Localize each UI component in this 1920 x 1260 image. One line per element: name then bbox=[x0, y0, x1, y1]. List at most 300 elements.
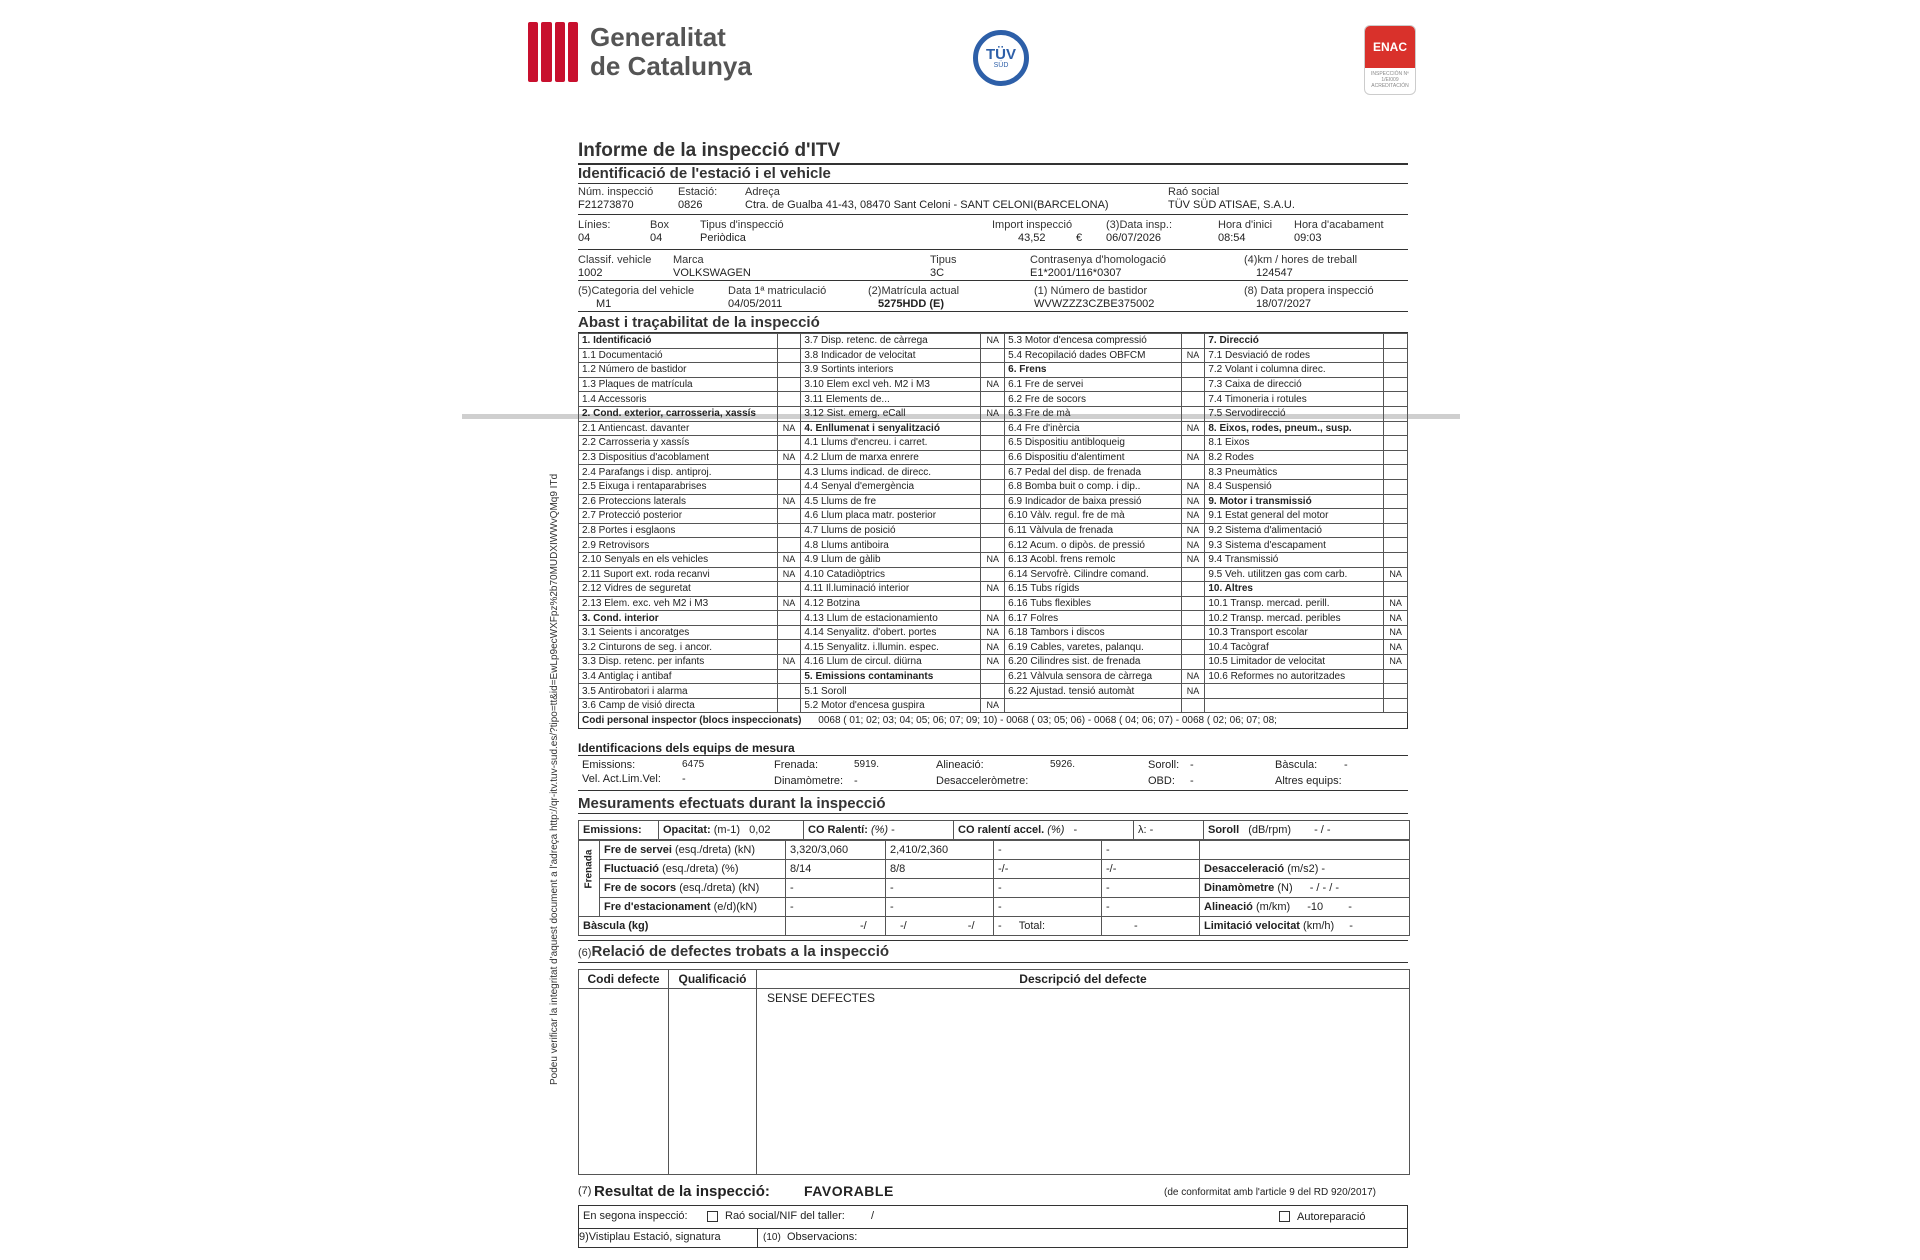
equip-soroll-label: Soroll: bbox=[1148, 759, 1180, 772]
scope-status-cell bbox=[777, 406, 801, 421]
scope-status-cell bbox=[981, 655, 1005, 670]
scope-item: 3.3 Disp. retenc. per infants bbox=[582, 656, 705, 668]
scope-item: 5. Emissions contaminants bbox=[804, 670, 934, 682]
scope-item-cell bbox=[1005, 406, 1181, 421]
scope-item: 8.2 Rodes bbox=[1208, 452, 1254, 464]
scope-item-cell bbox=[801, 392, 981, 407]
fre-servei-unit: (esq./dreta) (kN) bbox=[674, 844, 756, 857]
tipus-veh-value: 3C bbox=[930, 267, 945, 279]
scope-status-cell bbox=[1384, 509, 1408, 524]
scope-item-cell bbox=[801, 450, 981, 465]
scope-item: 4.2 Llum de marxa enrere bbox=[804, 452, 919, 464]
scope-status-cell bbox=[1384, 479, 1408, 494]
scope-item: 9.1 Estat general del motor bbox=[1208, 510, 1329, 522]
scope-status: NA bbox=[986, 554, 1000, 565]
tipus-veh-label: Tipus bbox=[930, 254, 957, 266]
scope-item-cell bbox=[801, 494, 981, 509]
scope-item: 4.13 Llum de estacionamiento bbox=[804, 612, 938, 624]
mesur-heading: Mesuraments efectuats durant la inspecció bbox=[578, 795, 886, 813]
scope-status-cell bbox=[1181, 334, 1205, 349]
scope-item: 3.2 Cinturons de seg. i ancor. bbox=[582, 641, 713, 653]
num-insp-label: Núm. inspecció bbox=[578, 186, 654, 198]
scope-item: 6.2 Fre de socors bbox=[1008, 393, 1086, 405]
scope-item: 10. Altres bbox=[1208, 583, 1253, 595]
scope-item-cell bbox=[1005, 348, 1181, 363]
scope-status-cell bbox=[777, 465, 801, 480]
scope-item: 4.11 Il.luminació interior bbox=[804, 583, 910, 595]
frenada-table bbox=[578, 840, 1410, 936]
data-1-matr-label: Data 1ª matriculació bbox=[728, 285, 827, 297]
bascula-label: Bàscula (kg) bbox=[583, 920, 649, 933]
scope-item-cell bbox=[1205, 567, 1384, 582]
scope-item: 9.3 Sistema d'escapament bbox=[1208, 539, 1326, 551]
coa-value: - bbox=[1073, 824, 1078, 837]
scope-item: 10.1 Transp. mercad. perill. bbox=[1208, 597, 1330, 609]
autoreparacio-checkbox[interactable] bbox=[1279, 1211, 1290, 1222]
scope-item-cell bbox=[801, 567, 981, 582]
scope-status-cell bbox=[981, 363, 1005, 378]
scope-item: 4.4 Senyal d'emergència bbox=[804, 481, 915, 493]
scope-grid-row bbox=[579, 567, 1408, 582]
scope-item-cell bbox=[579, 465, 778, 480]
scope-item: 3. Cond. interior bbox=[582, 612, 659, 624]
linies-value: 04 bbox=[578, 232, 591, 244]
scope-status-cell bbox=[1181, 596, 1205, 611]
scope-item-cell bbox=[1205, 640, 1384, 655]
scope-item-cell bbox=[801, 640, 981, 655]
opacitat-value: 0,02 bbox=[749, 824, 771, 837]
classif-value: 1002 bbox=[578, 267, 603, 279]
scope-status-cell bbox=[981, 684, 1005, 699]
scope-status-cell bbox=[981, 392, 1005, 407]
km-value: 124547 bbox=[1256, 267, 1293, 279]
enac-text: ENAC bbox=[1365, 26, 1415, 68]
scope-status-cell bbox=[777, 479, 801, 494]
scope-status-cell bbox=[1181, 582, 1205, 597]
scope-status-cell bbox=[1384, 582, 1408, 597]
scope-item-cell bbox=[579, 582, 778, 597]
categoria-label: (5)Categoria del vehicle bbox=[578, 285, 695, 297]
scope-status-cell bbox=[981, 625, 1005, 640]
scope-item-cell bbox=[801, 334, 981, 349]
scope-status-cell bbox=[1384, 625, 1408, 640]
scope-item: 4.9 Llum de gàlib bbox=[804, 554, 881, 566]
equip-desacc-label: Desacceleròmetre: bbox=[936, 775, 1029, 788]
scope-item: 2.9 Retrovisors bbox=[582, 539, 650, 551]
co-value: - bbox=[891, 824, 895, 837]
scope-item: 3.6 Camp de visió directa bbox=[582, 700, 695, 712]
scope-status: NA bbox=[782, 656, 796, 667]
scope-item: 7.5 Servodirecció bbox=[1208, 408, 1286, 420]
scope-item-cell bbox=[1005, 363, 1181, 378]
scope-item: 6.18 Tambors i discos bbox=[1008, 627, 1105, 639]
scope-status-cell bbox=[1181, 348, 1205, 363]
scope-item-cell bbox=[1005, 334, 1181, 349]
scope-item-cell bbox=[801, 625, 981, 640]
defects-col-desc: Descripció del defecte bbox=[757, 970, 1410, 989]
scope-item-cell bbox=[1005, 684, 1181, 699]
equip-bascula-value: - bbox=[1344, 759, 1348, 772]
fluctuacio-v1: 8/14 bbox=[786, 860, 886, 879]
fre-servei-v2: 2,410/2,360 bbox=[886, 841, 994, 860]
lambda-value: - bbox=[1149, 824, 1154, 837]
bascula-v2: -/ bbox=[900, 920, 907, 933]
km-label: (4)km / hores de treball bbox=[1244, 254, 1358, 266]
scope-status-cell bbox=[981, 611, 1005, 626]
scope-item: 6.7 Pedal del disp. de frenada bbox=[1008, 466, 1142, 478]
scope-item-cell bbox=[1205, 684, 1384, 699]
scope-grid-row bbox=[579, 363, 1408, 378]
result-value: FAVORABLE bbox=[804, 1183, 894, 1200]
fre-servei-v1: 3,320/3,060 bbox=[786, 841, 886, 860]
scope-item-cell bbox=[579, 494, 778, 509]
scope-item-cell bbox=[1205, 509, 1384, 524]
scope-item-cell bbox=[801, 698, 981, 713]
scope-status-cell bbox=[1181, 363, 1205, 378]
scope-grid-row bbox=[579, 348, 1408, 363]
fre-estac-unit: (e/d)(kN) bbox=[713, 901, 757, 914]
scope-item-cell bbox=[1205, 377, 1384, 392]
scope-item: 8.4 Suspensió bbox=[1208, 481, 1272, 493]
scope-item: 6.16 Tubs flexibles bbox=[1008, 597, 1091, 609]
scope-item: 1.2 Número de bastidor bbox=[582, 364, 687, 376]
scope-item-cell bbox=[1205, 611, 1384, 626]
scope-item-cell bbox=[579, 421, 778, 436]
scope-item: 9.4 Transmissió bbox=[1208, 554, 1279, 566]
scope-status: NA bbox=[986, 408, 1000, 419]
tipus-insp-value: Periòdica bbox=[700, 232, 746, 244]
scope-item-cell bbox=[801, 582, 981, 597]
scope-status-cell bbox=[777, 552, 801, 567]
scope-status-cell bbox=[777, 625, 801, 640]
scope-item-cell bbox=[1005, 640, 1181, 655]
scope-item: 3.5 Antirobatori i alarma bbox=[582, 685, 688, 697]
scope-status-cell bbox=[777, 596, 801, 611]
scope-status: NA bbox=[986, 627, 1000, 638]
scope-status-cell bbox=[981, 465, 1005, 480]
coa-label: CO ralentí accel. bbox=[958, 824, 1045, 837]
scope-item-cell bbox=[1205, 450, 1384, 465]
data-propera-label: (8) Data propera inspecció bbox=[1244, 285, 1374, 297]
vistiplau-label: 9)Vistiplau Estació, signatura bbox=[579, 1231, 721, 1244]
limitacio-label: Limitació velocitat bbox=[1204, 920, 1300, 933]
scope-item-cell bbox=[579, 567, 778, 582]
equip-frenada-label: Frenada: bbox=[774, 759, 819, 772]
segona-checkbox[interactable] bbox=[707, 1211, 718, 1222]
scope-item: 6.20 Cilindres sist. de frenada bbox=[1008, 656, 1141, 668]
segona-row bbox=[578, 1206, 1408, 1228]
scope-status-cell bbox=[777, 334, 801, 349]
data-insp-value: 06/07/2026 bbox=[1106, 232, 1162, 244]
scope-status: NA bbox=[782, 452, 796, 463]
scope-status-cell bbox=[981, 596, 1005, 611]
scope-item-cell bbox=[801, 436, 981, 451]
scope-item: 2.12 Vidres de seguretat bbox=[582, 583, 691, 595]
scope-status-cell bbox=[777, 655, 801, 670]
linies-label: Línies: bbox=[578, 219, 611, 231]
scope-item: 2.1 Antiencast. davanter bbox=[582, 422, 690, 434]
scope-item-cell bbox=[801, 669, 981, 684]
scope-item-cell bbox=[1005, 567, 1181, 582]
equip-soroll-value: - bbox=[1190, 759, 1194, 772]
scope-item: 4.10 Catadiòptrics bbox=[804, 568, 885, 580]
scope-status: NA bbox=[1186, 481, 1200, 492]
scope-item: 6.15 Tubs rígids bbox=[1008, 583, 1080, 595]
scope-status-cell bbox=[1384, 363, 1408, 378]
scope-item-cell bbox=[579, 377, 778, 392]
scope-status: NA bbox=[782, 554, 796, 565]
dinamometre-label: Dinamòmetre bbox=[1204, 882, 1275, 895]
equip-vel-label: Vel. Act.Lim.Vel: bbox=[582, 773, 661, 786]
scope-item: 9. Motor i transmissió bbox=[1208, 495, 1312, 507]
scope-status-cell bbox=[777, 494, 801, 509]
scope-item: 5.2 Motor d'encesa guspira bbox=[804, 700, 925, 712]
equip-emissions-value: 6475 bbox=[682, 759, 705, 771]
data-propera-value: 18/07/2027 bbox=[1256, 298, 1312, 310]
scope-status-cell bbox=[1384, 552, 1408, 567]
fluctuacio-v2: 8/8 bbox=[886, 860, 994, 879]
scope-grid-row bbox=[579, 698, 1408, 713]
scope-status-cell bbox=[1384, 640, 1408, 655]
scope-status-cell bbox=[981, 567, 1005, 582]
equip-obd-label: OBD: bbox=[1148, 775, 1175, 788]
ident-row-3 bbox=[578, 250, 1408, 280]
fre-socors-v4: - bbox=[1102, 879, 1200, 898]
fre-servei-v4: - bbox=[1102, 841, 1200, 860]
scope-status: NA bbox=[1389, 656, 1402, 667]
scope-status-cell bbox=[1181, 611, 1205, 626]
scope-status-cell bbox=[1384, 392, 1408, 407]
scope-item-cell bbox=[801, 596, 981, 611]
itv-report bbox=[578, 140, 1408, 1248]
equip-emissions-label: Emissions: bbox=[582, 759, 636, 772]
fre-socors-v3: - bbox=[994, 879, 1102, 898]
scope-status-cell bbox=[777, 698, 801, 713]
scope-item: 6.5 Dispositiu antibloqueig bbox=[1008, 437, 1125, 449]
defects-col-codi: Codi defecte bbox=[579, 970, 669, 989]
hora-inici-label: Hora d'inici bbox=[1218, 219, 1273, 231]
data-insp-label: (3)Data insp.: bbox=[1106, 219, 1173, 231]
scope-item: 2.8 Portes i esglaons bbox=[582, 525, 676, 537]
dinamometre-value: - / - / - bbox=[1309, 882, 1340, 895]
equip-frenada-value: 5919. bbox=[854, 759, 880, 771]
scope-status-cell bbox=[777, 567, 801, 582]
scope-grid-row bbox=[579, 655, 1408, 670]
scope-status-cell bbox=[777, 377, 801, 392]
scope-item-cell bbox=[1005, 582, 1181, 597]
scope-item-cell bbox=[1005, 479, 1181, 494]
scope-item-cell bbox=[1005, 655, 1181, 670]
scope-item: 4.6 Llum placa matr. posterior bbox=[804, 510, 937, 522]
bascula-total-label: Total: bbox=[1018, 920, 1046, 933]
scope-status-cell bbox=[981, 421, 1005, 436]
tuv-text: TÜV bbox=[986, 45, 1016, 63]
equips-heading: Identificacions dels equips de mesura bbox=[578, 741, 795, 756]
scope-status-cell bbox=[1384, 406, 1408, 421]
scope-item: 6.9 Indicador de baixa pressió bbox=[1008, 495, 1142, 507]
box-value: 04 bbox=[650, 232, 663, 244]
scope-item-cell bbox=[1205, 669, 1384, 684]
scope-grid-row bbox=[579, 640, 1408, 655]
scope-item-cell bbox=[801, 377, 981, 392]
bascula-v1: -/ bbox=[860, 920, 867, 933]
fre-socors-v1: - bbox=[786, 879, 886, 898]
scope-item-cell bbox=[1005, 377, 1181, 392]
scope-status: NA bbox=[1389, 597, 1402, 608]
scope-grid-row bbox=[579, 377, 1408, 392]
ident-row-2 bbox=[578, 215, 1408, 249]
scope-grid-row bbox=[579, 436, 1408, 451]
result-label: Resultat de la inspecció: bbox=[594, 1183, 770, 1201]
fre-estac-v1: - bbox=[786, 898, 886, 917]
scope-status-cell bbox=[981, 377, 1005, 392]
scope-status-cell bbox=[1384, 538, 1408, 553]
fre-socors-label: Fre de socors bbox=[604, 882, 677, 895]
hora-inici-value: 08:54 bbox=[1218, 232, 1246, 244]
scope-grid-row bbox=[579, 625, 1408, 640]
marca-label: Marca bbox=[673, 254, 704, 266]
scope-item-cell bbox=[579, 655, 778, 670]
scope-status-cell bbox=[1384, 348, 1408, 363]
alineacio-value-2: - bbox=[1348, 901, 1352, 914]
defects-text: SENSE DEFECTES bbox=[757, 989, 1410, 1175]
scope-item-cell bbox=[1205, 334, 1384, 349]
scope-status-cell bbox=[1181, 567, 1205, 582]
scope-grid-row bbox=[579, 334, 1408, 349]
scope-item-cell bbox=[1205, 363, 1384, 378]
codi-inspector-value: 0068 ( 01; 02; 03; 04; 05; 06; 07; 09; 10) - 0068 ( 03; 05; 06) - 0068 ( 04; 06; 07) - 0068 ( 02; 06; 07; 08; bbox=[818, 715, 1277, 727]
scope-status-cell bbox=[1181, 523, 1205, 538]
scope-status-cell bbox=[1384, 698, 1408, 713]
scope-item: 7.4 Timoneria i rotules bbox=[1208, 393, 1307, 405]
scope-grid-row bbox=[579, 479, 1408, 494]
scope-status-cell bbox=[1181, 392, 1205, 407]
scope-grid-row bbox=[579, 552, 1408, 567]
alineacio-label: Alineació bbox=[1204, 901, 1253, 914]
result-note: (de conformitat amb l'article 9 del RD 920/2017) bbox=[1164, 1187, 1377, 1199]
scope-status: NA bbox=[1186, 422, 1200, 433]
abast-heading: Abast i traçabilitat de la inspecció bbox=[578, 314, 820, 331]
scope-status: NA bbox=[1186, 349, 1200, 360]
scope-item-cell bbox=[801, 655, 981, 670]
scope-status-cell bbox=[981, 436, 1005, 451]
fre-estac-v3: - bbox=[994, 898, 1102, 917]
scope-status-cell bbox=[1181, 450, 1205, 465]
scope-grid bbox=[578, 333, 1408, 713]
scope-item: 3.12 Sist. emerg. eCall bbox=[804, 408, 906, 420]
scope-item: 10.3 Transport escolar bbox=[1208, 627, 1308, 639]
scope-item-cell bbox=[1205, 436, 1384, 451]
scope-item: 3.1 Seients i ancoratges bbox=[582, 627, 690, 639]
scope-item-cell bbox=[1005, 698, 1181, 713]
scope-status-cell bbox=[1384, 421, 1408, 436]
scope-item-cell bbox=[1005, 465, 1181, 480]
scope-item-cell bbox=[1005, 669, 1181, 684]
scope-item-cell bbox=[579, 669, 778, 684]
matricula-label: (2)Matrícula actual bbox=[868, 285, 960, 297]
scope-item: 1.3 Plaques de matrícula bbox=[582, 379, 693, 391]
scope-item: 2.10 Senyals en els vehicles bbox=[582, 554, 709, 566]
scope-grid-row bbox=[579, 406, 1408, 421]
enac-sub: INSPECCIÓN Nº 1/EI009 ACREDITACIÓN bbox=[1371, 71, 1409, 89]
scope-status-cell bbox=[1384, 450, 1408, 465]
scope-item-cell bbox=[1205, 538, 1384, 553]
scope-status-cell bbox=[1384, 567, 1408, 582]
scope-item-cell bbox=[579, 363, 778, 378]
scope-item: 2.3 Dispositius d'acoblament bbox=[582, 452, 709, 464]
alineacio-value: -10 bbox=[1307, 901, 1324, 914]
scope-item: 2. Cond. exterior, carrosseria, xassís bbox=[582, 408, 756, 420]
estacio-value: 0826 bbox=[678, 199, 703, 211]
bastidor-label: (1) Número de bastidor bbox=[1034, 285, 1148, 297]
scope-status: NA bbox=[1186, 685, 1200, 696]
scope-item-cell bbox=[579, 523, 778, 538]
scope-item-cell bbox=[1205, 596, 1384, 611]
scope-item: 6.17 Folres bbox=[1008, 612, 1059, 624]
bascula-v4: - bbox=[998, 920, 1002, 933]
scope-item-cell bbox=[579, 698, 778, 713]
equip-obd-value: - bbox=[1190, 775, 1194, 788]
fluctuacio-v3: -/- bbox=[994, 860, 1102, 879]
scope-status-cell bbox=[1384, 377, 1408, 392]
scope-item: 6.3 Fre de mà bbox=[1008, 408, 1071, 420]
scope-item-cell bbox=[1205, 479, 1384, 494]
scope-item: 8.1 Eixos bbox=[1208, 437, 1250, 449]
scope-item: 6.19 Cables, varetes, palanqu. bbox=[1008, 641, 1144, 653]
scope-item-cell bbox=[1005, 538, 1181, 553]
scope-grid-row bbox=[579, 684, 1408, 699]
classif-label: Classif. vehicle bbox=[578, 254, 652, 266]
scope-item: 2.5 Eixuga i rentaparabrises bbox=[582, 481, 707, 493]
import-value: 43,52 bbox=[1018, 232, 1046, 244]
defects-num: (6) bbox=[578, 947, 592, 960]
scope-item: 3.11 Elements de... bbox=[804, 393, 890, 405]
scope-status-cell bbox=[1181, 494, 1205, 509]
scope-status-cell bbox=[1181, 538, 1205, 553]
scope-status-cell bbox=[777, 348, 801, 363]
ident-row-1 bbox=[578, 184, 1408, 214]
box-label: Box bbox=[650, 219, 669, 231]
rao-label: Raó social bbox=[1168, 186, 1220, 198]
gencat-flag-icon bbox=[528, 22, 578, 82]
scope-status: NA bbox=[782, 422, 796, 433]
scope-item-cell bbox=[1205, 494, 1384, 509]
scope-item-cell bbox=[801, 509, 981, 524]
scope-item-cell bbox=[1005, 611, 1181, 626]
scope-grid-row bbox=[579, 538, 1408, 553]
equip-bascula-label: Bàscula: bbox=[1275, 759, 1318, 772]
segona-label: En segona inspecció: bbox=[583, 1210, 688, 1223]
scope-status-cell bbox=[981, 494, 1005, 509]
scope-grid-row bbox=[579, 392, 1408, 407]
coa-unit: (%) bbox=[1047, 824, 1065, 837]
scope-status-cell bbox=[1181, 655, 1205, 670]
scope-item: 4.16 Llum de circul. diürna bbox=[804, 656, 922, 668]
tuv-sud-logo bbox=[973, 30, 1029, 86]
scope-item: 1.1 Documentació bbox=[582, 349, 663, 361]
scope-item: 9.2 Sistema d'alimentació bbox=[1208, 525, 1322, 537]
hora-acab-label: Hora d'acabament bbox=[1294, 219, 1384, 231]
scope-status-cell bbox=[777, 363, 801, 378]
scope-item: 6.21 Vàlvula sensora de càrrega bbox=[1008, 670, 1153, 682]
soroll-value: - / - bbox=[1314, 824, 1331, 837]
scope-item-cell bbox=[579, 406, 778, 421]
fre-servei-label: Fre de servei bbox=[604, 844, 672, 857]
scope-status: NA bbox=[782, 597, 796, 608]
scope-item-cell bbox=[1005, 421, 1181, 436]
bastidor-value: WVWZZZ3CZBE375002 bbox=[1034, 298, 1155, 310]
scope-item: 5.4 Recopilació dades OBFCM bbox=[1008, 349, 1146, 361]
